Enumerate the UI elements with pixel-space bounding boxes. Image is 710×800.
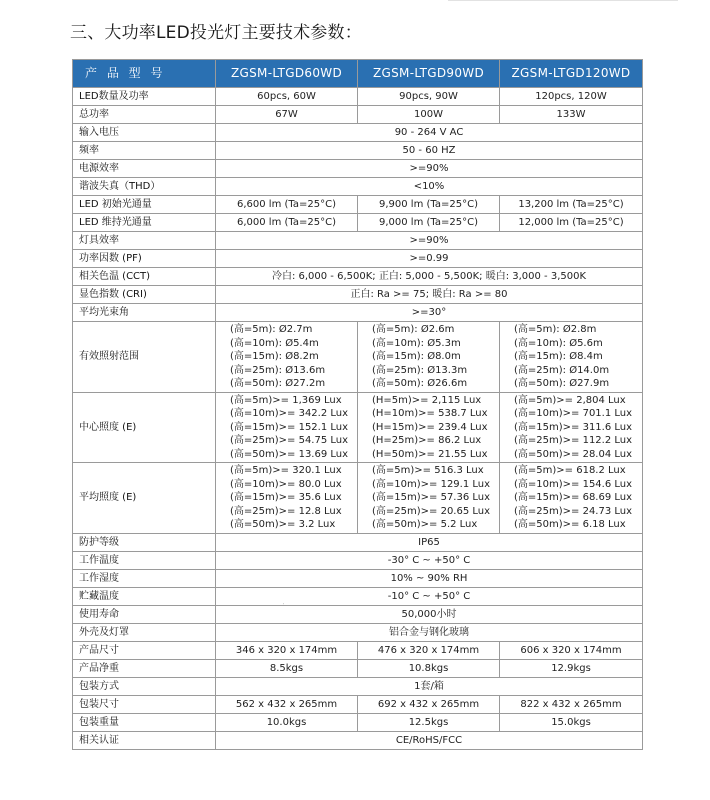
row-op-humidity (73, 569, 643, 587)
cell-line: (高=25m)>= 112.2 Lux (514, 435, 633, 446)
cell-value: 346 x 320 x 174mm (216, 641, 358, 659)
row-lifetime (73, 605, 643, 623)
cell-multi (500, 322, 643, 393)
cell-line: (高=50m): Ø26.6m (372, 378, 468, 389)
header-model-60w: ZGSM-LTGD60WD (216, 60, 358, 88)
cell-value: >=90% (216, 232, 643, 250)
cell-value: 铝合金与钢化玻璃 (216, 623, 643, 641)
row-led-count (73, 88, 643, 106)
cell-value: 9,000 lm (Ta=25°C) (358, 214, 500, 232)
row-label: 防护等级 (73, 533, 216, 551)
row-pack-weight (73, 713, 643, 731)
cell-line: (高=25m)>= 20.65 Lux (372, 505, 491, 517)
cell-multi (216, 392, 358, 463)
cell-value: 9,900 lm (Ta=25°C) (358, 196, 500, 214)
cell-line: (高=15m): Ø8.2m (230, 351, 319, 362)
cell-multi (358, 322, 500, 393)
cell-value: 100W (358, 106, 500, 124)
cell-value: 10.0kgs (216, 713, 358, 731)
cell-line: (高=50m)>= 3.2 Lux (230, 519, 336, 530)
row-certification (73, 731, 643, 749)
cell-value: 8.5kgs (216, 659, 358, 677)
spec-table (72, 59, 643, 750)
stray-mark: ˙ (282, 603, 285, 610)
cell-line: (高=15m)>= 57.36 Lux (372, 492, 491, 503)
cell-value: 12.9kgs (500, 659, 643, 677)
section-heading: 三、大功率LED投光灯主要技术参数： (70, 23, 362, 43)
row-thd (73, 178, 643, 196)
cell-value: 120pcs, 120W (500, 88, 643, 106)
cell-value: 60pcs, 60W (216, 88, 358, 106)
header-model-90w: ZGSM-LTGD90WD (358, 60, 500, 88)
cell-line: (高=5m)>= 320.1 Lux (230, 465, 342, 476)
cell-line: (高=5m)>= 516.3 Lux (372, 465, 484, 476)
row-total-power (73, 106, 643, 124)
row-housing (73, 623, 643, 641)
cell-line: (高=5m)>= 618.2 Lux (514, 465, 626, 476)
cell-line: (高=25m)>= 54.75 Lux (230, 435, 349, 446)
cell-multi (500, 463, 643, 534)
cell-line: (高=25m): Ø13.3m (372, 364, 468, 376)
row-avg-illum (73, 463, 643, 534)
cell-line: (高=50m): Ø27.9m (514, 378, 610, 389)
cell-line: (H=5m)>= 2,115 Lux (372, 394, 482, 406)
row-storage-temp (73, 587, 643, 605)
row-op-temp (73, 551, 643, 569)
cell-value: 13,200 lm (Ta=25°C) (500, 196, 643, 214)
cell-line: (H=15m)>= 239.4 Lux (372, 421, 488, 433)
cell-line: (高=15m): Ø8.0m (372, 351, 461, 362)
cell-multi (216, 463, 358, 534)
row-label: 平均照度 (E) (73, 463, 216, 534)
cell-line: (高=25m)>= 24.73 Lux (514, 505, 633, 517)
cell-line: (高=10m)>= 154.6 Lux (514, 478, 633, 490)
row-label: 中心照度 (E) (73, 392, 216, 463)
row-maintained-flux (73, 214, 643, 232)
cell-line: (高=10m)>= 701.1 Lux (514, 408, 633, 419)
cell-line: (高=10m): Ø5.6m (514, 337, 603, 349)
row-label: LED数量及功率 (73, 88, 216, 106)
top-rule (448, 0, 678, 3)
cell-value: 50 - 60 HZ (216, 142, 643, 160)
row-label: 贮藏温度 (73, 587, 216, 605)
cell-line: (H=25m)>= 86.2 Lux (372, 435, 482, 446)
cell-value: 冷白: 6,000 - 6,500K; 正白: 5,000 - 5,500K; 暖白: 3,000 - 3,500K (216, 268, 643, 286)
row-frequency (73, 142, 643, 160)
cell-multi (500, 392, 643, 463)
cell-line: (高=50m)>= 6.18 Lux (514, 519, 626, 530)
cell-line: (高=25m)>= 12.8 Lux (230, 505, 342, 517)
cell-line: (高=50m)>= 13.69 Lux (230, 448, 349, 460)
row-beam-angle (73, 304, 643, 322)
cell-line: (高=10m)>= 342.2 Lux (230, 408, 349, 419)
cell-value: -10° C ~ +50° C (216, 587, 643, 605)
cell-line: (高=10m)>= 129.1 Lux (372, 478, 491, 490)
row-power-factor (73, 250, 643, 268)
row-efficiency (73, 160, 643, 178)
row-input-voltage (73, 124, 643, 142)
row-cri (73, 286, 643, 304)
cell-value: 133W (500, 106, 643, 124)
cell-value: >=0.99 (216, 250, 643, 268)
cell-value: -30° C ~ +50° C (216, 551, 643, 569)
cell-line: (H=10m)>= 538.7 Lux (372, 408, 488, 419)
cell-value: 12.5kgs (358, 713, 500, 731)
cell-value: 10.8kgs (358, 659, 500, 677)
cell-line: (高=50m): Ø27.2m (230, 378, 326, 389)
cell-value: >=30° (216, 304, 643, 322)
cell-line: (高=15m): Ø8.4m (514, 351, 603, 362)
cell-value: 562 x 432 x 265mm (216, 695, 358, 713)
row-label: 产品净重 (73, 659, 216, 677)
row-label: 相关认证 (73, 731, 216, 749)
cell-value: 15.0kgs (500, 713, 643, 731)
cell-line: (高=25m): Ø13.6m (230, 364, 326, 376)
row-label: 使用寿命 (73, 605, 216, 623)
row-label: 包装尺寸 (73, 695, 216, 713)
row-label: 包装方式 (73, 677, 216, 695)
row-label: 显色指数 (CRI) (73, 286, 216, 304)
cell-line: (高=10m)>= 80.0 Lux (230, 478, 342, 490)
cell-line: (高=15m)>= 68.69 Lux (514, 492, 633, 503)
cell-value: 90pcs, 90W (358, 88, 500, 106)
row-packing (73, 677, 643, 695)
row-label: 产品尺寸 (73, 641, 216, 659)
row-label: 总功率 (73, 106, 216, 124)
row-label: 外壳及灯罩 (73, 623, 216, 641)
cell-line: (高=5m): Ø2.8m (514, 324, 597, 335)
cell-value: 50,000小时 (216, 605, 643, 623)
cell-value: 1套/箱 (216, 677, 643, 695)
cell-line: (高=10m): Ø5.3m (372, 337, 461, 349)
cell-line: (高=15m)>= 152.1 Lux (230, 421, 349, 433)
cell-value: 606 x 320 x 174mm (500, 641, 643, 659)
header-row (73, 60, 643, 88)
cell-value: 90 - 264 V AC (216, 124, 643, 142)
row-pack-size (73, 695, 643, 713)
row-label: 输入电压 (73, 124, 216, 142)
row-initial-flux (73, 196, 643, 214)
cell-value: 6,000 lm (Ta=25°C) (216, 214, 358, 232)
cell-value: <10% (216, 178, 643, 196)
cell-value: 6,600 lm (Ta=25°C) (216, 196, 358, 214)
row-lamp-efficiency (73, 232, 643, 250)
cell-line: (高=25m): Ø14.0m (514, 364, 610, 376)
cell-value: 正白: Ra >= 75; 暖白: Ra >= 80 (216, 286, 643, 304)
row-label: 灯具效率 (73, 232, 216, 250)
cell-value: 12,000 lm (Ta=25°C) (500, 214, 643, 232)
row-label: 工作温度 (73, 551, 216, 569)
row-ip-rating (73, 533, 643, 551)
row-label: LED 初始光通量 (73, 196, 216, 214)
cell-value: 476 x 320 x 174mm (358, 641, 500, 659)
cell-line: (高=15m)>= 311.6 Lux (514, 421, 633, 433)
row-label: LED 维持光通量 (73, 214, 216, 232)
cell-line: (H=50m)>= 21.55 Lux (372, 448, 488, 460)
row-label: 相关色温 (CCT) (73, 268, 216, 286)
cell-line: (高=50m)>= 28.04 Lux (514, 448, 633, 460)
row-coverage (73, 322, 643, 393)
cell-multi (216, 322, 358, 393)
cell-value: 10% ~ 90% RH (216, 569, 643, 587)
cell-multi (358, 392, 500, 463)
cell-value: 67W (216, 106, 358, 124)
row-label: 电源效率 (73, 160, 216, 178)
cell-value: >=90% (216, 160, 643, 178)
header-model-120w: ZGSM-LTGD120WD (500, 60, 643, 88)
row-label: 工作湿度 (73, 569, 216, 587)
cell-multi (358, 463, 500, 534)
cell-value: 822 x 432 x 265mm (500, 695, 643, 713)
row-center-illum (73, 392, 643, 463)
cell-line: (高=5m)>= 1,369 Lux (230, 394, 342, 406)
cell-value: 692 x 432 x 265mm (358, 695, 500, 713)
row-label: 功率因数 (PF) (73, 250, 216, 268)
cell-line: (高=10m): Ø5.4m (230, 337, 319, 349)
row-label: 频率 (73, 142, 216, 160)
cell-line: (高=5m): Ø2.7m (230, 324, 313, 335)
row-net-weight (73, 659, 643, 677)
cell-line: (高=50m)>= 5.2 Lux (372, 519, 478, 530)
cell-value: CE/RoHS/FCC (216, 731, 643, 749)
cell-line: (高=5m): Ø2.6m (372, 324, 455, 335)
row-label: 平均光束角 (73, 304, 216, 322)
cell-value: IP65 (216, 533, 643, 551)
header-label: 产 品 型 号 (73, 60, 216, 88)
row-label: 包装重量 (73, 713, 216, 731)
cell-line: (高=5m)>= 2,804 Lux (514, 394, 626, 406)
row-label: 谐波失真（THD） (73, 178, 216, 196)
cell-line: (高=15m)>= 35.6 Lux (230, 492, 342, 503)
row-cct (73, 268, 643, 286)
row-label: 有效照射范围 (73, 322, 216, 393)
row-dimensions (73, 641, 643, 659)
